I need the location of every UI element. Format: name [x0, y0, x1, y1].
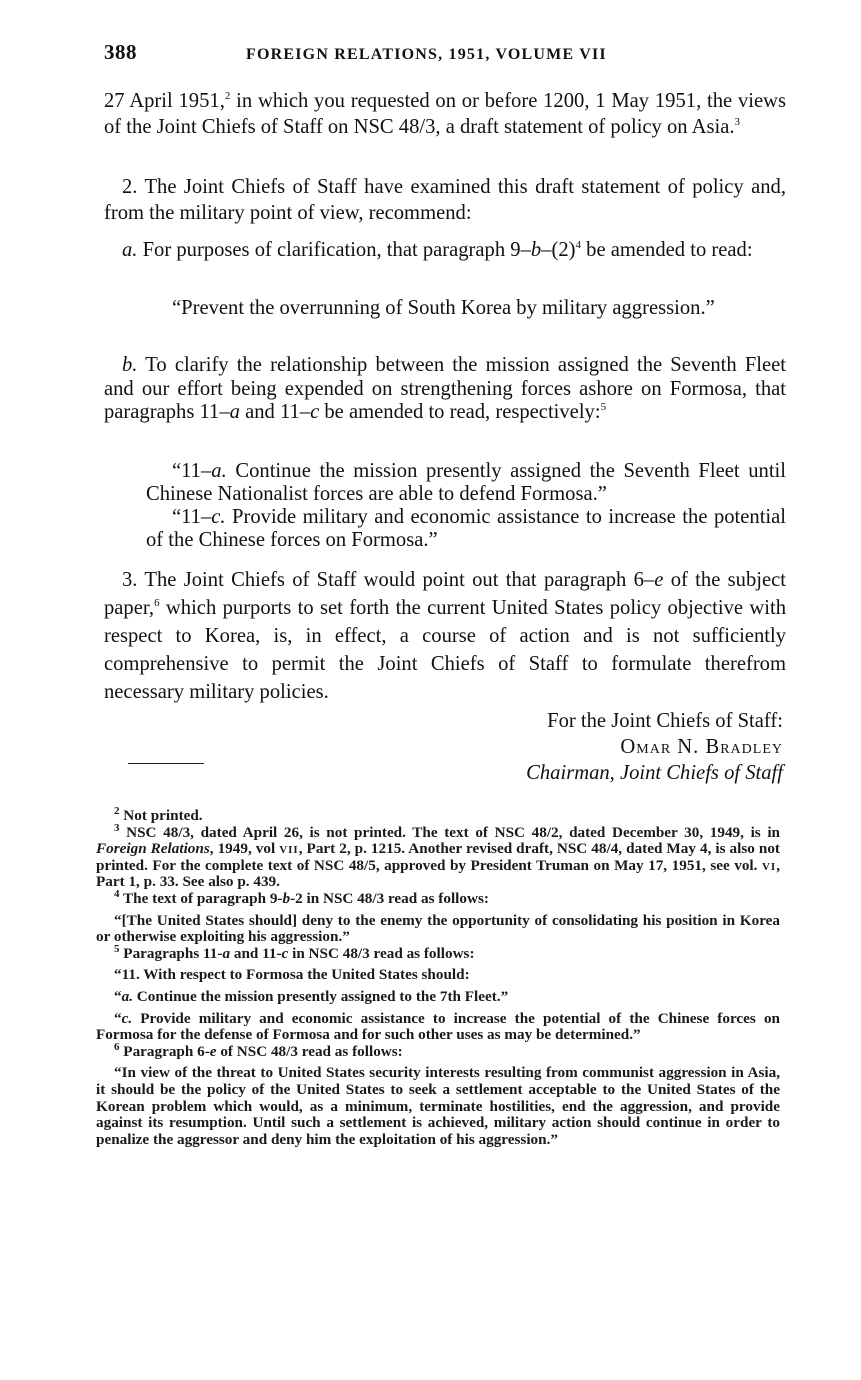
text: of the subject paper, — [104, 569, 786, 619]
footnote-quote — [96, 1011, 780, 1044]
text: Continue the mission presently assigned to the 7th Fleet.” — [132, 987, 509, 1005]
paragraph-continuation — [104, 88, 786, 140]
text: c — [310, 401, 320, 423]
footnote-4 — [96, 887, 780, 908]
text: To clarify the relationship between the mission assigned the Seventh Fleet and our effort being expended on strengthening forces ashore on Formosa, that paragraphs 11– — [104, 354, 786, 423]
footnote-6 — [96, 1040, 780, 1061]
text: vii — [279, 840, 299, 858]
text: NSC 48/3, dated April 26, is not printed. The text of NSC 48/2, dated December 30, 1949, is in — [119, 823, 780, 841]
footnote-quote — [96, 989, 780, 1006]
text: –(2) — [541, 239, 576, 261]
footnote-quote: “[The United States should] deny to the enemy the opportunity of consolidating his position in Korea or otherwise exploiting his aggression.” — [96, 911, 780, 946]
footnote-number: 5 — [114, 942, 120, 955]
text: b — [282, 889, 291, 907]
footnote-ref: 5 — [600, 401, 607, 414]
text: “11– — [172, 506, 212, 528]
footnote-2 — [96, 804, 780, 825]
footnote-number: 6 — [114, 1040, 120, 1053]
text: 3. The Joint Chiefs of Staff would point out that paragraph 6– — [122, 569, 655, 591]
text: “11– — [172, 460, 212, 482]
running-title: FOREIGN RELATIONS, 1951, VOLUME VII — [246, 46, 607, 63]
text: Provide military and economic assistance to increase the potential of the Chinese forces on Formosa.” — [146, 506, 786, 551]
text: a. — [121, 987, 133, 1005]
text: and 11- — [230, 944, 282, 962]
text: “ — [114, 1009, 122, 1027]
text: “Prevent the overrunning of South Korea by military aggression.” — [172, 297, 715, 319]
text: -2 in NSC 48/3 read as follows: — [290, 889, 489, 907]
footnote-number: 3 — [114, 821, 120, 834]
paragraph-2 — [104, 174, 786, 226]
signatory-title: Chairman, Joint Chiefs of Staff — [526, 762, 783, 784]
footnote-5 — [96, 942, 780, 963]
item-letter: a. — [122, 239, 138, 261]
text: in which you requested on or before 1200, 1 May 1951, the views of the Joint Chiefs of Staff on NSC 48/3, a draft statement of policy on Asia. — [104, 90, 786, 138]
signature-line: For the Joint Chiefs of Staff: — [547, 710, 783, 732]
quote-b — [146, 460, 786, 552]
footnote-quote: “In view of the threat to United States security interests resulting from communist aggression in Asia, it should be the policy of the United States to seek a settlement acceptable to the United States of the Korean problem which would, as a minimum, terminate hostilities, end the aggression, and provide against its resumption. Until such a settlement is achieved, military action should continue in order to penalize the aggressor and deny him the exploitation of his aggression.” — [96, 1064, 780, 1148]
footnote-ref: 2 — [224, 90, 231, 103]
text: which purports to set forth the current United States policy objective with respect to Korea, is, in effect, a course of action and is not sufficiently comprehensive to permit the Joint Chiefs of Staff to formulate therefrom necessary military policies. — [104, 597, 786, 703]
text: , Part 2, p. 1215. Another revised draft, NSC 48/4, dated May 4, is also not printed. For the complete text of NSC 48/5, approved by President Truman on May 17, 1951, see vol. — [96, 840, 780, 874]
text: a — [229, 401, 240, 423]
text: , Part 1, p. 33. See also p. 439. — [96, 856, 780, 891]
text: be amended to read: — [581, 239, 753, 261]
footnote-3 — [96, 821, 780, 891]
text: Continue the mission presently assigned the Seventh Fleet until Chinese Nationalist forces are able to defend Formosa.” — [146, 460, 786, 505]
item-letter: b. — [122, 354, 138, 376]
text: c. — [121, 1009, 133, 1027]
text: c. — [211, 506, 226, 528]
footnotes — [96, 804, 780, 1148]
text: “ — [114, 987, 122, 1005]
page-number: 388 — [104, 40, 137, 64]
signature-block — [526, 708, 783, 786]
text: Paragraph 6- — [119, 1042, 210, 1060]
footnote-ref: 4 — [575, 239, 582, 252]
paragraph-b — [104, 354, 786, 425]
text: of NSC 48/3 read as follows: — [216, 1042, 403, 1060]
text: in NSC 48/3 read as follows: — [288, 944, 475, 962]
text: be amended to read, respectively: — [319, 401, 601, 423]
footnote-number: 4 — [114, 887, 120, 900]
quote-a — [146, 296, 786, 320]
paragraph-3 — [104, 566, 786, 706]
text: 2. The Joint Chiefs of Staff have examined this draft statement of policy and, from the military point of view, recommend: — [104, 176, 786, 224]
text: e — [654, 569, 664, 591]
text: a. — [211, 460, 227, 482]
text: The text of paragraph 9- — [119, 889, 283, 907]
text: vi — [761, 856, 777, 874]
text: Provide military and economic assistance to increase the potential of the Chinese forces on Formosa for the defense of Formosa and for such other uses as may be determined.” — [96, 1009, 780, 1044]
text: Foreign Relations — [96, 840, 210, 858]
paragraph-a — [104, 238, 786, 262]
text: Paragraphs 11- — [119, 944, 223, 962]
footnote-divider — [128, 763, 204, 764]
text: a — [222, 944, 231, 962]
text: c — [281, 944, 289, 962]
text: 27 April 1951, — [104, 90, 225, 112]
footnote-quote: “11. With respect to Formosa the United States should: — [114, 966, 470, 984]
text: and 11– — [239, 401, 311, 423]
footnote-number: 2 — [114, 804, 120, 817]
signatory-name: Omar N. Bradley — [620, 736, 783, 758]
text: e — [209, 1042, 217, 1060]
text: For purposes of clarification, that paragraph 9– — [137, 239, 531, 261]
text: Not printed. — [119, 807, 203, 824]
footnote-ref: 6 — [154, 597, 160, 610]
footnote-ref: 3 — [734, 116, 741, 129]
text: , 1949, vol — [209, 840, 280, 858]
text: b — [530, 239, 542, 261]
